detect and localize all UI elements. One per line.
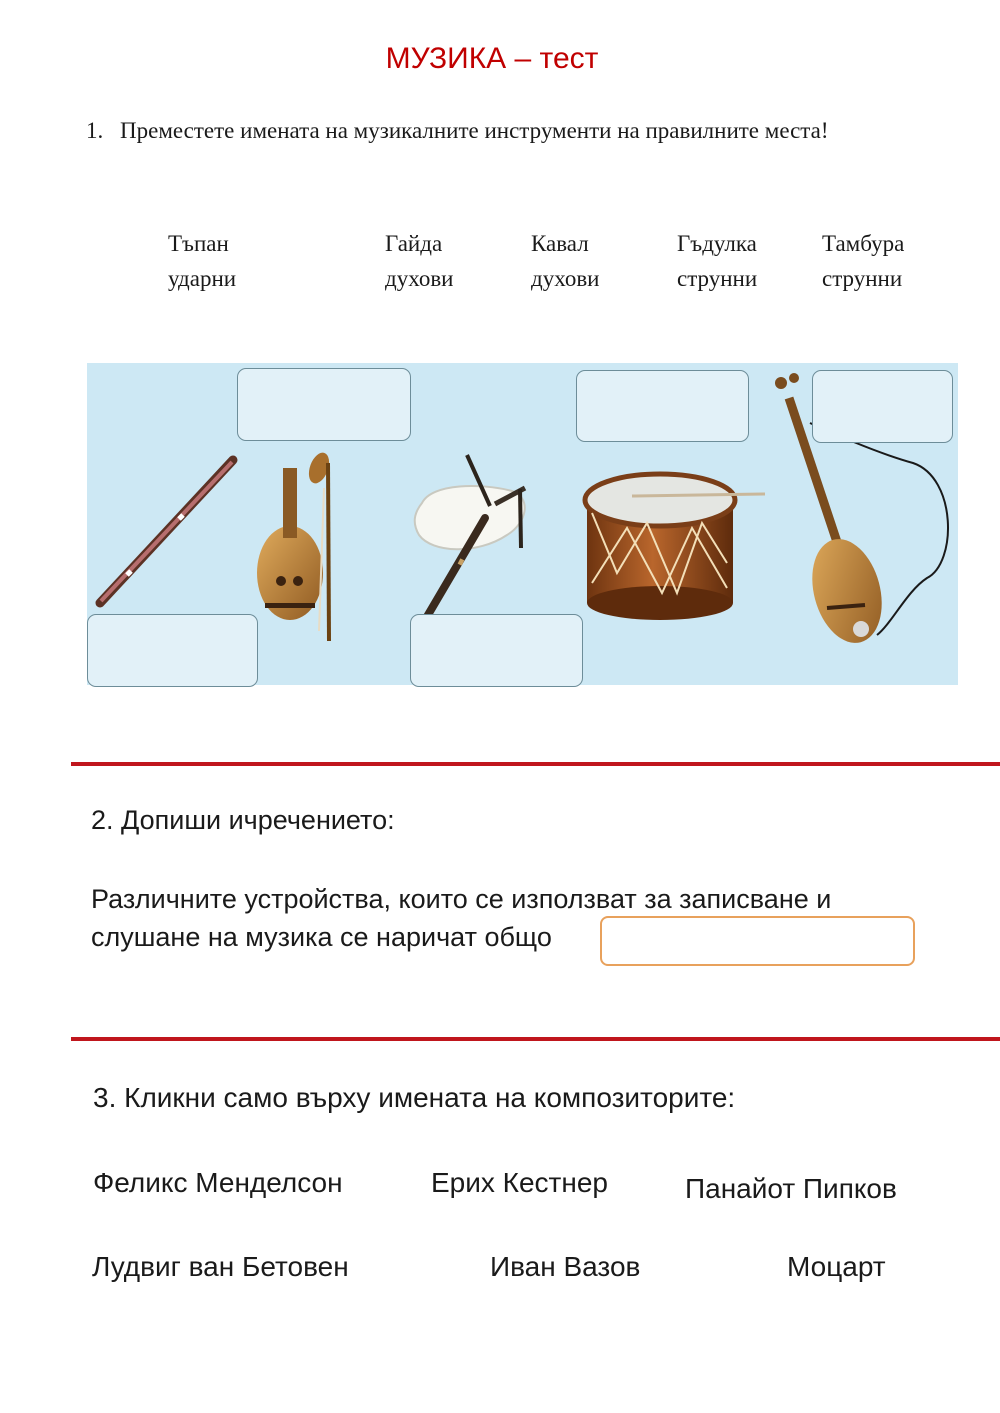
word-group: ударни [168, 266, 237, 291]
word-card-kaval[interactable] [531, 226, 600, 296]
composer-option[interactable]: Ерих Кестнер [431, 1167, 608, 1198]
word-card-tapan[interactable] [168, 226, 236, 296]
gaida-image [415, 455, 525, 620]
word-name: Тъпан [168, 231, 229, 256]
section-divider [71, 762, 1000, 766]
question-2-heading: 2. Допиши ичречението: [91, 805, 395, 835]
answer-input[interactable] [600, 916, 915, 966]
composer-option[interactable]: Иван Вазов [490, 1251, 641, 1282]
question-1-text: Преместете имената на музикалните инструменти на правилните места! [120, 118, 829, 143]
gadulka-image [257, 450, 333, 641]
word-name: Гъдулка [677, 231, 757, 256]
kaval-image [100, 460, 233, 603]
composer-option[interactable]: Панайот Пипков [685, 1173, 897, 1204]
word-card-gadulka[interactable] [677, 226, 757, 296]
drop-zone-2[interactable] [576, 370, 749, 442]
composer-option[interactable]: Лудвиг ван Бетовен [92, 1251, 349, 1282]
word-card-gaida[interactable] [385, 226, 454, 296]
drop-zone-5[interactable] [410, 614, 583, 687]
question-3-heading: 3. Кликни само върху имената на композиторите: [93, 1082, 736, 1113]
word-group: струнни [822, 266, 903, 291]
word-group: струнни [677, 266, 758, 291]
word-name: Гайда [385, 231, 443, 256]
word-name: Тамбура [822, 231, 905, 256]
sentence-line-1: Различните устройства, които се използват за записване и [91, 884, 832, 914]
composer-option[interactable]: Моцарт [787, 1251, 886, 1282]
section-divider [71, 1037, 1000, 1041]
tapan-image [585, 474, 765, 620]
drop-zone-4[interactable] [87, 614, 258, 687]
word-group: духови [531, 266, 600, 291]
drop-zone-3[interactable] [812, 370, 953, 443]
drop-zone-1[interactable] [237, 368, 411, 441]
page-title: МУЗИКА – тест [385, 42, 599, 75]
composer-option[interactable]: Феликс Менделсон [93, 1167, 343, 1198]
sentence-line-2: слушане на музика се наричат общо [91, 922, 552, 952]
word-name: Кавал [531, 231, 589, 256]
word-group: духови [385, 266, 454, 291]
question-1-number: 1. [86, 118, 104, 143]
word-card-tambura[interactable] [822, 226, 904, 296]
